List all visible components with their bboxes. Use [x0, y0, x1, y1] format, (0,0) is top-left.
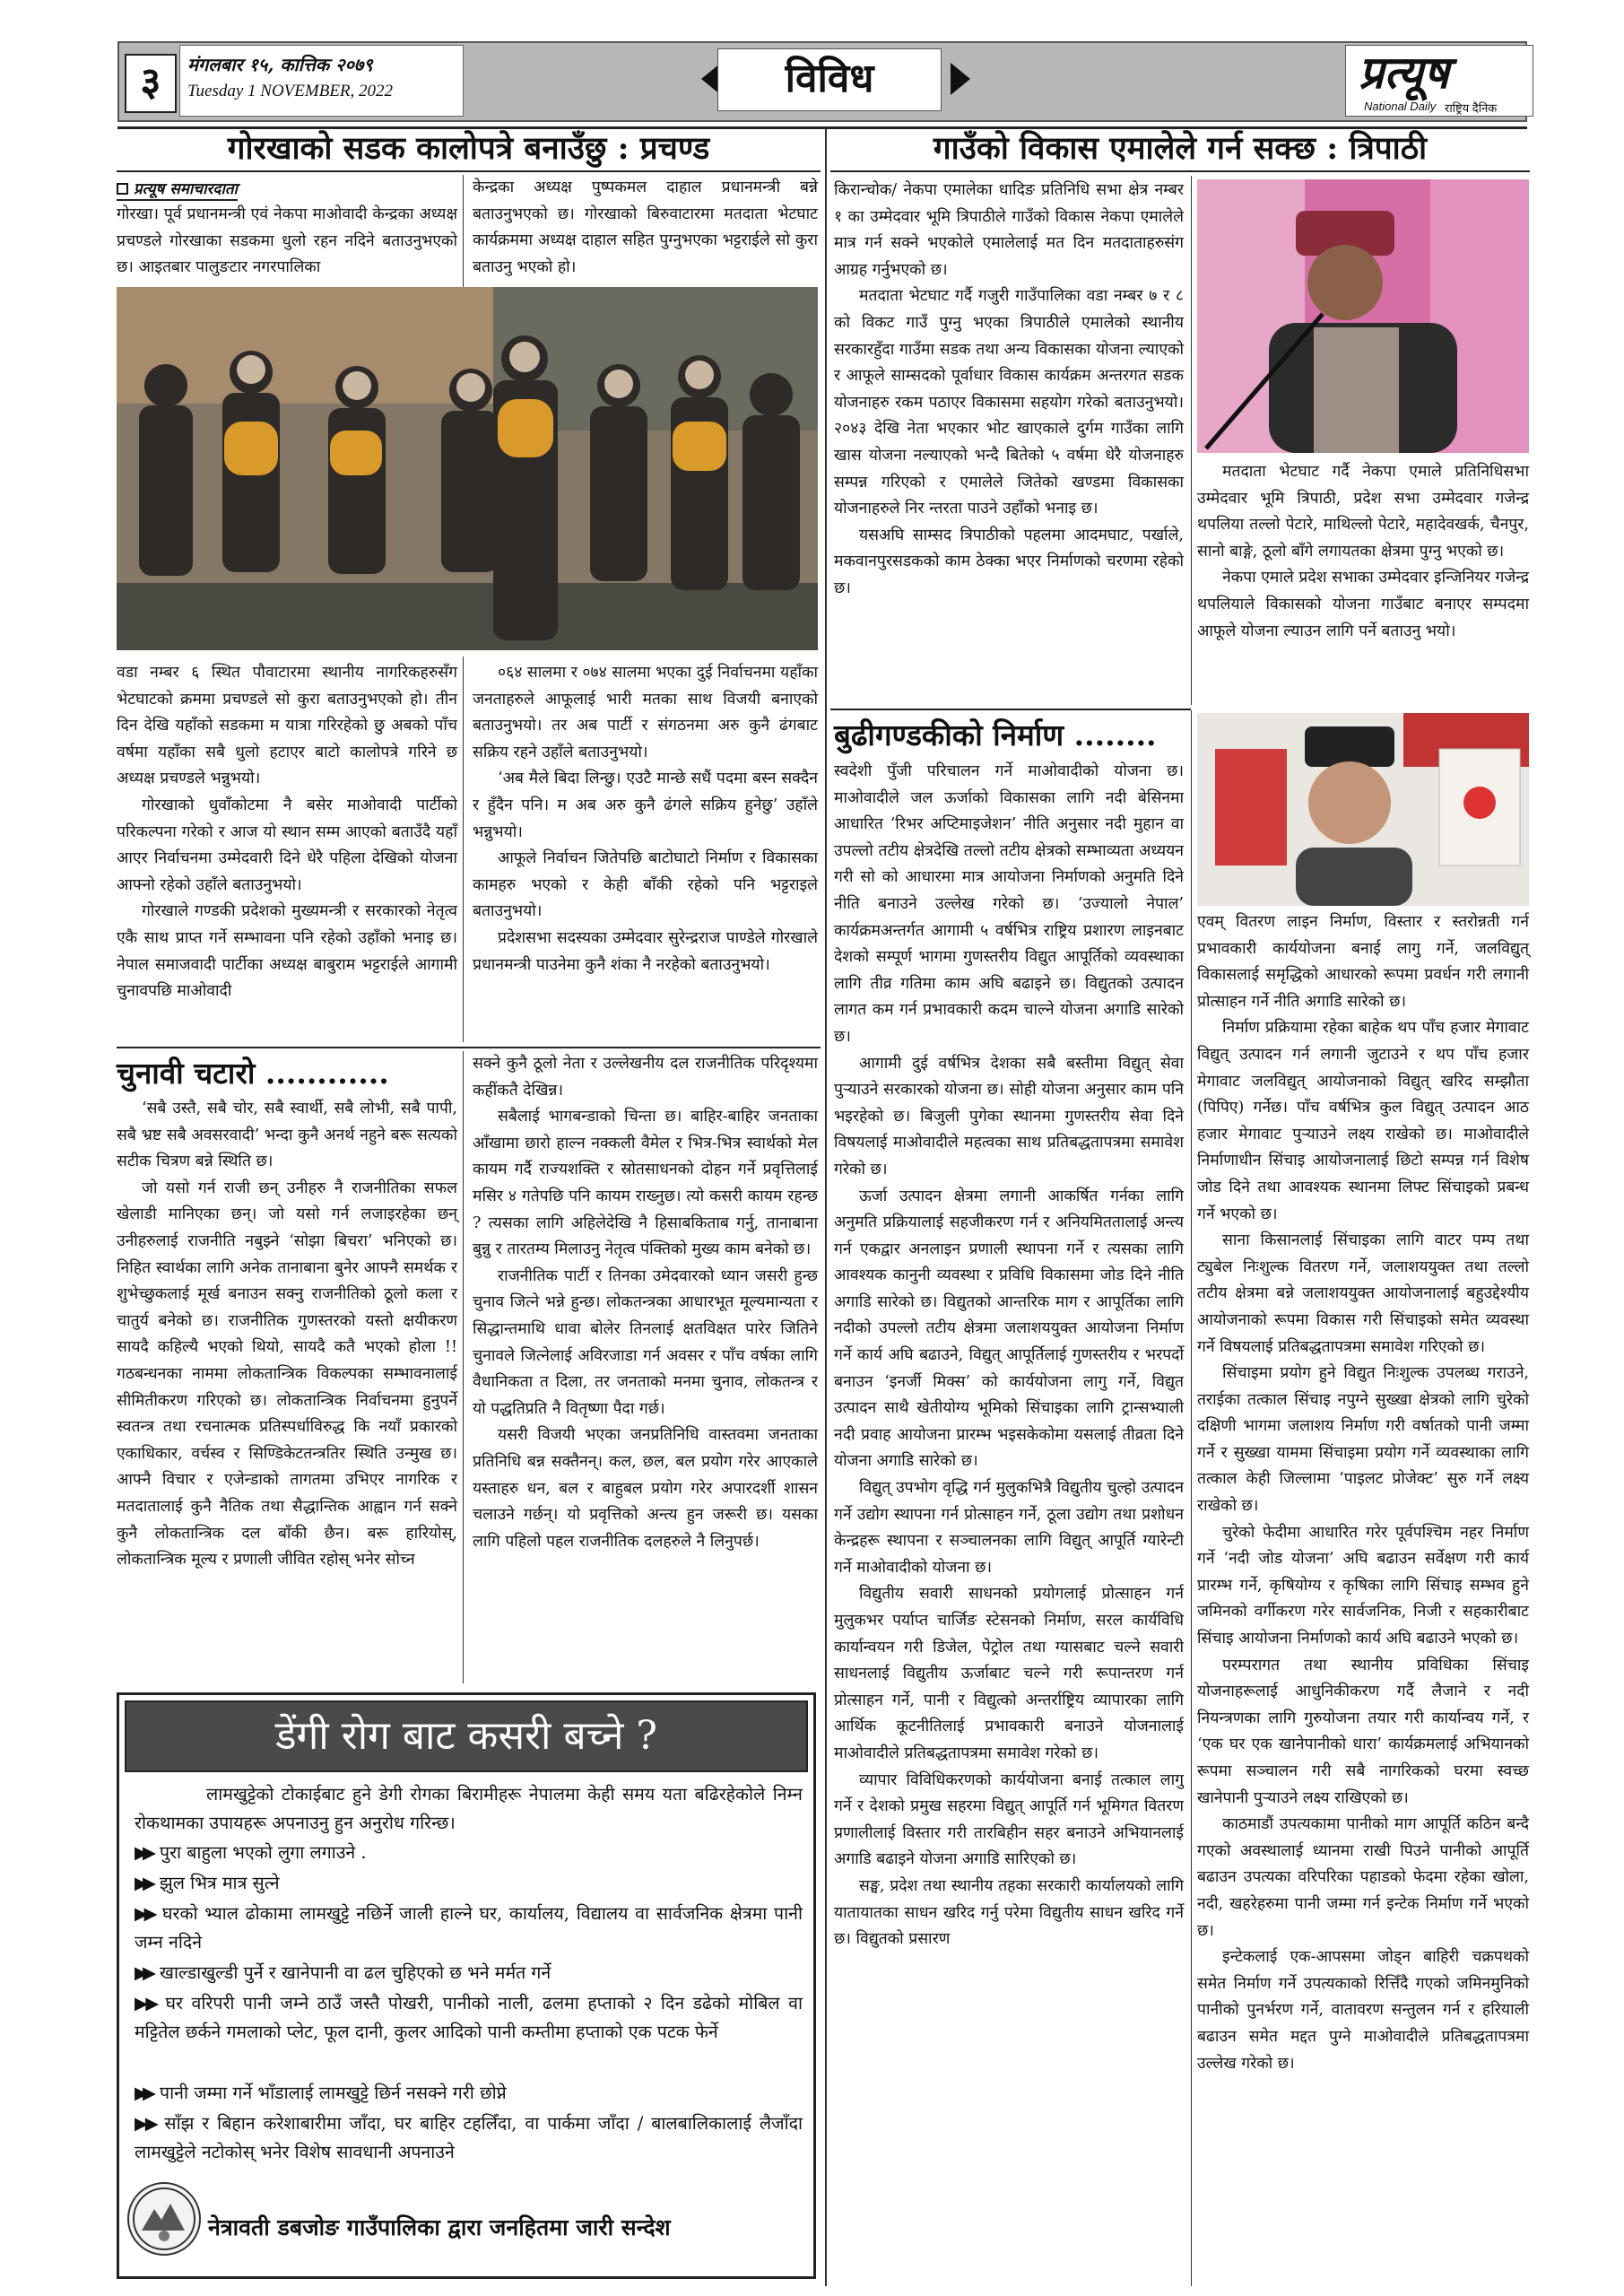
- dengue-title: डेंगी रोग बाट कसरी बच्ने ?: [275, 1713, 657, 1759]
- section-title: विविध: [717, 48, 942, 111]
- tip-text: घरको भ्याल ढोकामा लामखुट्टे नछिर्ने जाली हाल्ने घर, कार्यालय, विद्यालय वा सार्वजनिक क्षेत्रमा पानी जम्न नदिने: [135, 1903, 803, 1952]
- paragraph: किरान्चोक/ नेकपा एमालेका धादिङ प्रतिनिधि सभा क्षेत्र नम्बर १ का उम्मेदवार भूमि त्रिपाठीले गाउँको विकास नेकपा एमालेले मात्र गर्न सक्ने भएकोले एमालेलाई मत दिन मतदाताहरुसंग आग्रह गर्नुभएको छ।: [834, 181, 1184, 279]
- article3-body: [834, 178, 1184, 603]
- dengue-footer-message: नेत्रावती डबजोङ गाउँपालिका द्वारा जनहितमा जारी सन्देश: [208, 2214, 671, 2240]
- article1-photo: [117, 287, 818, 650]
- arrow-right-icon: [951, 63, 970, 95]
- paragraph: ‘अब मैले बिदा लिन्छु। एउटै मान्छे सधैं पदमा बस्न सक्दैन र हुँदैन पनि। म अब अरु कुनै ढंगले सक्रिय हुनेछु’ उहाँले भन्नुभयो।: [473, 770, 818, 841]
- tip-text: खाल्डाखुल्डी पुर्ने र खानेपानी वा ढल चुहिएको छ भने मर्मत गर्ने: [160, 1962, 551, 1983]
- emblem-graphic: [129, 2184, 199, 2254]
- paragraph: केन्द्रका अध्यक्ष पुष्पकमल दाहाल प्रधानमन्त्री बन्ने बताउनुभएको छ। गोरखाको बिरुवाटारमा मतदाता भेटघाट कार्यक्रममा अध्यक्ष दाहाल सहित पुग्नुभएका भट्टराईले सो कुरा बताउनु भएको हो।: [473, 178, 818, 276]
- paragraph: विद्युतीय सवारी साधनको प्रयोगलाई प्रोत्साहन गर्न मुलुकभर पर्याप्त चार्जिङ स्टेसनको निर्माण, सरल कार्यविधि कार्यान्वयन गरी डिजेल, पेट्रोल तथा ग्यासबाट चल्ने सवारी साधनलाई विद्युतीय ऊर्जाबाट चल्ने गरी रूपान्तरण गर्न प्रोत्साहन गर्ने, पानी र विद्युत्को अन्तर्राष्ट्रिय व्यापारका लागि आर्थिक कूटनीतिलाई प्रभावकारी बनाउने योजनालाई माओवादीले प्रतिबद्धतापत्रमा समावेश गरेको छ।: [834, 1585, 1184, 1762]
- article4-col1: [834, 759, 1184, 1953]
- paragraph: काठमाडौं उपत्यकामा पानीको माग आपूर्ति कठिन बन्दै गएको अवस्थालाई ध्यानमा राखी पिउने पानीको आपूर्ति बढाउन उपत्यका वरिपरिका पहाडको फेदमा रहेका खोला, नदी, खहरेहरुमा पानी जम्मा गर्न इन्टेक निर्माण गर्ने भएको छ।: [1197, 1815, 1529, 1940]
- dengue-tip: [135, 1839, 803, 1867]
- paragraph: साना किसानलाई सिंचाइका लागि वाटर पम्प तथा ट्युबेल निःशुल्क वितरण गर्ने, जलाशययुक्त तथा तल्लो तटीय क्षेत्रमा बन्ने जलाशययुक्त आयोजनालाई बहुउद्देश्यीय आयोजनाको रूपमा विकास गरी सिंचाइको समेत व्यवस्था गर्ने विषयलाई प्रतिबद्धतापत्रमा समावेश गरिएको छ।: [1197, 1231, 1529, 1356]
- double-arrow-icon: ▶▶: [135, 1873, 151, 1893]
- rule: [117, 170, 821, 172]
- dengue-tip: [135, 1989, 803, 2047]
- tip-text: पानी जम्मा गर्ने भाँडालाई लामखुट्टे छिर्न नसक्ने गरी छोप्ने: [160, 2083, 507, 2103]
- dengue-tip: [135, 1959, 803, 1987]
- paragraph: गोरखाको धुवाँकोटमा नै बसेर माओवादी पार्टीको परिकल्पना गरेको र आज यो स्थान सम्म आएको बताउँदै यहाँ आएर निर्वाचनमा उम्मेदवारी दिने धेरै पहिला देखिको योजना आफ्नो रहेको उहाँले बताउनुभयो।: [117, 796, 457, 894]
- paragraph: सङ्घ, प्रदेश तथा स्थानीय तहका सरकारी कार्यालयको लागि यातायातका साधन खरिद गर्नु परेमा विद्युतीय साधन खरिद गर्ने छ। विद्युतको प्रसारण: [834, 1876, 1184, 1949]
- column-rule: [463, 657, 464, 1042]
- paragraph: आगामी दुई वर्षभित्र देशका सबै बस्तीमा विद्युत् सेवा पुऱ्याउने सरकारको योजना छ। सोही योजना अनुसार काम पनि भइरहेको छ। बिजुली पुगेका स्थानमा गुणस्तरीय सेवा दिने विषयलाई माओवादीले महत्वका साथ प्रतिबद्धतापत्रमा समावेश गरेको छ।: [834, 1054, 1184, 1178]
- article2-col1: [117, 1096, 457, 1574]
- paragraph: चुरेको फेदीमा आधारित गरेर पूर्वपश्चिम नहर निर्माण गर्ने ‘नदी जोड योजना’ अघि बढाउन सर्वेक्षण गरी कार्य प्रारम्भ गर्ने, कृषियोग्य र कृषिका लागि सिंचाइ सम्भव हुने जमिनको वर्गीकरण गरेर सार्वजनिक, निजी र सहकारीबाट सिंचाइ आयोजना निर्माणको कार्य अघि बढाउने भएको छ।: [1197, 1523, 1529, 1648]
- column-rule: [1191, 176, 1192, 705]
- paragraph: मतदाता भेटघाट गर्दै नेकपा एमाले प्रतिनिधिसभा उम्मेदवार भूमि त्रिपाठी, प्रदेश सभा उम्मेदवार गजेन्द्र थपलिया तल्लो पेटारे, माथिल्लो पेटारे, महादेवखर्क, चैनपुर, सानो बाङ्गे, ठूलो बाँगे लगायतका क्षेत्रमा पुग्नु भएको छ।: [1197, 463, 1529, 561]
- paragraph: आफूले निर्वाचन जितेपछि बाटोघाटो निर्माण र विकासका कामहरु भएको र केही बाँकी रहेको पनि भट्टराइले बताउनुभयो।: [473, 849, 818, 921]
- page-number: ३: [125, 54, 177, 113]
- double-arrow-icon: ▶▶: [135, 2113, 156, 2134]
- logo-tagline-ne: राष्ट्रिय दैनिक: [1445, 101, 1498, 115]
- date-english: Tuesday 1 NOVEMBER, 2022: [187, 82, 394, 100]
- tip-text: पुरा बाहुला भएको लुगा लगाउने .: [160, 1842, 367, 1863]
- column-rule: [1191, 710, 1192, 2286]
- paragraph: जो यसो गर्न राजी छन् उनीहरु नै राजनीतिका सफल खेलाडी मानिएका छन्। जो यसो गर्न लजाइरहेका छन् उनीहरुलाई राजनीति नबुझ्ने ‘सोझा बिचरा’ भनिएको छ। निहित स्वार्थका लागि अनेक तानाबाना बुनेर आफ्नै समर्थक र शुभेच्छुकलाई मूर्ख बनाउन सक्नु राजनीतिको ठूलो कला र चातुर्य बनेको छ। राजनीतिक गुणस्तरको यस्तो क्षयीकरण सायदै कहिल्यै भएको थियो, सायदै कतै भएको होला !! गठबन्धनका नाममा लोकतान्त्रिक विकल्पका सम्भावनालाई सीमितीकरण गरिएको छ। लोकतान्त्रिक निर्वाचनमा हुनुपर्ने स्वतन्त्र तथा रचनात्मक प्रतिस्पर्धाविरुद्ध कि नयाँ प्रकारको एकाधिकार, वर्चस्व र सिण्डिकेटतन्त्रतिर स्थिति उन्मुख छ। आफ्नै विचार र एजेन्डाको तागतमा उभिएर नागरिक र मतदातालाई कुनै नैतिक तथा सैद्धान्तिक आह्वान गर्न सक्ने कुनै लोकतान्त्रिक दल बाँकी छैन। बरू हारियोस्, लोकतान्त्रिक मूल्य र प्रणाली जीवित रहोस् भनेर सोच्न: [117, 1178, 457, 1570]
- logo-name: प्रत्यूष: [1359, 46, 1449, 99]
- column-rule: [463, 175, 464, 287]
- paragraph: सबैलाई भागबन्डाको चिन्ता छ। बाहिर-बाहिर जनताका आँखामा छारो हाल्न नक्कली वैमेल र भित्र-भित्र स्वार्थको मेल कायम गर्दै राज्यशक्ति र स्रोतसाधनको दोहन गर्ने प्रवृत्तिलाई मसिर ४ गतेपछि पनि कायम राख्नुछ। त्यो कसरी कायम रहन्छ ? त्यसका लागि अहिलेदेखि नै हिसाबकिताब गर्नु, तानाबाना बुन्नु र तारतम्य मिलाउनु नेतृत्व पंक्तिको मुख्य काम बनेको छ।: [473, 1108, 818, 1259]
- date-nepali: मंगलबार १५, कात्तिक २०७९: [187, 54, 373, 75]
- dengue-tip: [135, 1869, 803, 1898]
- paragraph: ०६४ सालमा र ०७४ सालमा भएका दुई निर्वाचनमा यहाँका जनताहरुले आफूलाई भारी मतका साथ विजयी बनाएको बताउनुभयो। तर अब पार्टी र संगठनमा अरु कुनै ढंगबाट सक्रिय रहने उहाँले बताउनुभयो।: [473, 664, 818, 761]
- tip-text: घर वरिपरी पानी जम्ने ठाउँ जस्तै पोखरी, पानीको नाली, ढलमा हप्ताको २ दिन डढेको मोबिल वा मट्टितेल छर्कने गमलाको प्लेट, फूल दानी, कुलर आदिको पानी कम्तीमा हप्ताको एक पटक फेर्ने: [135, 1993, 803, 2042]
- article2-col2: [473, 1051, 818, 1555]
- paragraph: यसरी विजयी भएका जनप्रतिनिधि वास्तवमा जनताका प्रतिनिधि बन्न सक्तैनन्। कल, छल, बल प्रयोग गरेर आएकाले यस्ताहरु धन, बल र बाहुबल प्रयोग गरेर अपारदर्शी शासन चलाउने गर्छन्। यो प्रवृत्तिको अन्त्य हुन जरूरी छ। यसका लागि पहिलो पहल राजनीतिक दलहरुले नै लिनुपर्छ।: [473, 1426, 818, 1551]
- paragraph: एवम् वितरण लाइन निर्माण, विस्तार र स्तरोन्नती गर्न प्रभावकारी कार्ययोजना बनाई लागु गर्ने, जलविद्युत् विकासलाई समृद्धिको आधारको रूपमा प्रवर्धन गरी लगानी प्रोत्साहन गर्ने नीति अगाडि सारेको छ।: [1197, 913, 1529, 1011]
- dengue-tip: [135, 2079, 803, 2108]
- paragraph: मतदाता भेटघाट गर्दै गजुरी गाउँपालिका वडा नम्बर ७ र ८ को विकट गाउँ पुग्नु भएका त्रिपाठीले एमालेको स्थानीय सरकारहुँदा गाउँमा सडक तथा अन्य विकासका योजना ल्याएको र आफूले साम्सदको पूर्वाधार विकास कार्यक्रम अन्तरगत सडक योजनाहरु रकम पठाएर विकासमा सहयोग गरेको बताउनुभयो। २०४३ देखि नेता भएकार भोट खाएकाले दुर्गम गाउँका लागि खास योजना नल्याएको भन्दै बितेको ५ वर्षमा धेरै योजनाहरु सम्पन्न गरिएको र एमालेले जितेको खण्डमा विकासका योजनाहरुले निर न्तरता पाउने उहाँको भनाइ छ।: [834, 287, 1184, 518]
- paragraph: गोरखाले गण्डकी प्रदेशको मुख्यमन्त्री र सरकारको नेतृत्व एकै साथ प्राप्त गर्ने सम्भावना पनि रहेको उहाँको भनाइ छ। नेपाल समाजवादी पार्टीका अध्यक्ष बाबुराम भट्टराईले आगामी चुनावपछि माओवादी: [117, 902, 457, 1001]
- column-divider: [825, 129, 827, 2286]
- crowd-photo-illustration: [117, 287, 818, 650]
- paragraph: व्यापार विविधिकरणको कार्ययोजना बनाई तत्काल लागु गर्ने र देशको प्रमुख सहरमा विद्युत् आपूर्ति गर्न भूमिगत वितरण प्रणालीलाई विस्तार गरी तारबिहीन सहर बनाउने अभियानलाई अगाडि बढाइने योजना अगाडि सारिएको छ।: [834, 1770, 1184, 1869]
- article1-headline: गोरखाको सडक कालोपत्रे बनाउँछु : प्रचण्ड: [227, 130, 710, 167]
- double-arrow-icon: ▶▶: [135, 1993, 157, 2013]
- paragraph: ‘सबै उस्तै, सबै चोर, सबै स्वार्थी, सबै लोभी, सबै पापी, सबै भ्रष्ट सबै अवसरवादी’ भन्दा कुनै अनर्थ नहुने बरू सत्यको सटीक चित्रण बन्ने स्थिति छ।: [117, 1100, 457, 1171]
- article4-col2: [1197, 909, 1529, 2077]
- date-box: [179, 45, 464, 117]
- dengue-tip: [135, 1900, 803, 1957]
- article3-headline: गाउँको विकास एमालेले गर्न सक्छ : त्रिपाठी: [933, 130, 1428, 167]
- paragraph: सक्ने कुनै ठूलो नेता र उल्लेखनीय दल राजनीतिक परिदृश्यमा कहींकतै देखिन्न।: [473, 1055, 818, 1100]
- paragraph: सिंचाइमा प्रयोग हुने विद्युत निःशुल्क उपलब्ध गराउने, तराईका तत्काल सिंचाइ नपुग्ने सुख्खा क्षेत्रको लागि चुरेको दक्षिणी भागमा जलाशय निर्माण गरी वर्षातको पानी जम्मा गर्ने र सुख्खा याममा सिंचाइमा प्रयोग गर्ने व्यवस्थाका लागि तत्काल केही जिल्लामा ‘पाइलट प्रोजेक्ट’ सुरु गर्ने लक्ष्य राखेको छ।: [1197, 1364, 1529, 1516]
- dengue-tip: [135, 2109, 803, 2167]
- byline-text: प्रत्यूष समाचारदाता: [134, 180, 238, 198]
- article1-col1-top: [117, 202, 457, 282]
- paragraph: गोरखा। पूर्व प्रधानमन्त्री एवं नेकपा माओवादी केन्द्रका अध्यक्ष प्रचण्डले गोरखाका सडकमा धुलो रहन नदिने बताउनुभएको छ। आइतबार पालुङटार नगरपालिका: [117, 205, 457, 277]
- article1-col2: [473, 660, 818, 978]
- double-arrow-icon: ▶▶: [135, 1962, 151, 1983]
- municipality-emblem-icon: [127, 2182, 201, 2256]
- article1-col2-top: [473, 175, 818, 281]
- paragraph: यसअघि साम्सद त्रिपाठीको पहलमा आदमघाट, पर्खाले, मकवानपुरसडकको काम ठेक्का भएर निर्माणको चरणमा रहेको छ।: [834, 526, 1184, 597]
- paragraph: प्रदेशसभा सदस्यका उम्मेदवार सुरेन्द्रराज पाण्डेले गोरखाले प्रधानमन्त्री पाउनेमा कुनै शंका नै नरहेको बताउनुभयो।: [473, 928, 818, 974]
- leader-photo-illustration: [1197, 713, 1529, 906]
- paragraph: निर्माण प्रक्रियामा रहेका बाहेक थप पाँच हजार मेगावाट विद्युत् उत्पादन गर्न लगानी जुटाउने र थप पाँच हजार मेगावाट जलविद्युत् आयोजनाको विद्युत् खरिद सम्झौता (पिपिए) गर्नेछ। पाँच वर्षभित्र कुल विद्युत् उत्पादन आठ हजार मेगावाट पुऱ्याउने लक्ष्य राखेको छ। माओवादीले निर्माणाधीन सिंचाइ आयोजनालाई छिटो सम्पन्न गर्न विशेष जोड दिने तथा आवश्यक स्थानमा लिफ्ट सिंचाइको प्रबन्ध गर्ने भएको छ।: [1197, 1019, 1529, 1223]
- article3-photo: [1197, 179, 1529, 453]
- rule: [830, 709, 1191, 710]
- column-rule: [463, 1051, 464, 1683]
- byline-square-icon: [117, 183, 128, 195]
- paragraph: राजनीतिक पार्टी र तिनका उमेदवारको ध्यान जसरी हुन्छ चुनाव जित्ने भन्ने हुन्छ। लोकतन्त्रका आधारभूत मूल्यमान्यता र सिद्धान्तमाथि धावा बोलेर तिनलाई क्षतविक्षत पारेर जितिने चुनावले जित्नेलाई अविरजाडा गर्न अवसर र पाँच वर्षका लागि वैधानिकता त दिला, तर जनताको मनमा चुनाव, लोकतन्त्र र यो पद्धतिप्रति नै वितृष्णा पैदा गर्छ।: [473, 1266, 818, 1418]
- double-arrow-icon: ▶▶: [135, 1903, 154, 1924]
- double-arrow-icon: ▶▶: [135, 2083, 151, 2103]
- tip-text: झुल भित्र मात्र सुत्ने: [160, 1873, 280, 1893]
- tip-text: साँझ र बिहान करेशाबारीमा जाँदा, घर बाहिर टहलिँदा, वा पार्कमा जाँदा / बालबालिकालाई लैजाँदा लामखुट्टेले नटोकोस् भनेर विशेष सावधानी अपनाउने: [135, 2113, 803, 2162]
- paragraph: परम्परागत तथा स्थानीय प्रविधिका सिंचाइ योजनाहरूलाई आधुनिकीकरण गर्दै लैजाने र नदी नियन्त्रणका लागि गुरुयोजना तयार गरी कार्यान्वय गर्ने, र ‘एक घर एक खानेपानीको धारा’ कार्यक्रमलाई अभियानको रूपमा सञ्चालन गरी सबै नागरिकको घरमा स्वच्छ खानेपानी पुऱ्याउने लक्ष्य राखिएको छ।: [1197, 1656, 1529, 1807]
- newspaper-logo: [1345, 45, 1533, 117]
- logo-tagline-en: National Daily: [1364, 100, 1437, 113]
- paragraph: विद्युत् उपभोग वृद्धि गर्न मुलुकभित्रै विद्युतीय चुल्हो उत्पादन गर्ने उद्योग स्थापना गर्न प्रोत्साहन गर्ने, ठूला उद्योग तथा प्रशोधन केन्द्रहरू स्थापना र सञ्चालनका लागि विद्युत् आपूर्ति ग्यारेन्टी गर्ने माओवादीको योजना छ।: [834, 1479, 1184, 1577]
- article1-col1: [117, 660, 457, 1005]
- speaker-photo-illustration: [1197, 179, 1529, 453]
- article1-byline: [117, 178, 238, 201]
- double-arrow-icon: ▶▶: [135, 1842, 151, 1863]
- dengue-intro: लामखुट्टेको टोकाईबाट हुने डेगी रोगका बिरामीहरू नेपालमा केही समय यता बढिरहेकोले निम्न रोकथामका उपायहरू अपनाउनु हुन अनुरोध गरिन्छ।: [135, 1784, 803, 1833]
- paragraph: स्वदेशी पुँजी परिचालन गर्ने माओवादीको योजना छ। माओवादीले जल ऊर्जाको विकासका लागि नदी बेसिनमा आधारित ‘रिभर अप्टिमाइजेशन’ नीति अनुसार नदी मुहान वा उपल्लो तटीय क्षेत्रदेखि तल्लो तटीय क्षेत्रको सम्भाव्यता अध्ययन गरी सो को आधारमा मात्र आयोजना निर्माणको अनुमति दिने नीति बनाउने उल्लेख गरेको छ। ‘उज्यालो नेपाल’ कार्यक्रमअन्तर्गत आगामी ५ वर्षभित्र राष्ट्रिय प्रशारण लाइनबाट देशको सम्पूर्ण भागमा गुणस्तरीय विद्युत आपूर्तिको व्यवस्थाका लागि तीव्र गतिमा काम अघि बढाइने छ। विद्युतको उत्पादन लागत कम गर्न प्रभावकारी कदम चाल्ने योजना अगाडि सारेको छ।: [834, 762, 1184, 1046]
- paragraph: इन्टेकलाई एक-आपसमा जोड्न बाहिरी चक्रपथको समेत निर्माण गर्ने उपत्यकाको रित्तिँदै गएको जमिनमुनिको पानीको पुनर्भरण गर्ने, वातावरण सन्तुलन गर्न र हरियाली बढाउन समेत मद्दत पुग्ने माओवादीले प्रतिबद्धतापत्रमा उल्लेख गरेको छ।: [1197, 1948, 1529, 2073]
- article4-photo: [1197, 713, 1529, 906]
- article2-headline: चुनावी चटारो ............: [117, 1056, 389, 1091]
- rule: [117, 1047, 821, 1048]
- paragraph: ऊर्जा उत्पादन क्षेत्रमा लगानी आकर्षित गर्नका लागि अनुमति प्रक्रियालाई सहजीकरण गर्न र अनियमिततालाई अन्त्य गर्न एकद्वार अनलाइन प्रणाली स्थापना गर्ने र त्यसका लागि आवश्यक कानुनी व्यवस्था र प्रविधि विकासमा जोड दिने नीति अगाडि सारेको छ। विद्युतको आन्तरिक माग र आपूर्तिका लागि नदीको उपल्लो तटीय क्षेत्रमा जलाशययुक्त आयोजना निर्माण गर्ने कार्य अघि बढाउने, विद्युत् आपूर्तिलाई गुणस्तरीय र भरपर्दो बनाउन ‘इनर्जी मिक्स’ को कार्ययोजना लागु गर्ने, विद्युत उत्पादन साथै खेतीयोग्य भूमिको सिंचाइका लागि ट्रान्सभ्याली नदी प्रवाह आयोजना प्रारम्भ भइसकेकोमा यसलाई तीव्रता दिने योजना अगाडि सारेको छ।: [834, 1187, 1184, 1471]
- article3-caption: [1197, 459, 1529, 645]
- paragraph: नेकपा एमाले प्रदेश सभाका उम्मेदवार इन्जिनियर गजेन्द्र थपलियाले विकासको योजना गाउँबाट बनाएर सम्पदमा आफूले योजना ल्याउन लागि पर्ने बताउनु भयो।: [1197, 569, 1529, 640]
- paragraph: वडा नम्बर ६ स्थित पौवाटारमा स्थानीय नागरिकहरुसँग भेटघाटको क्रममा प्रचण्डले सो कुरा बताउनुभएको हो। तीन दिन देखि यहाँको सडकमा म यात्रा गरिरहेको छु अबको पाँच वर्षमा यहाँका सबै धुलो हटाएर बाटो कालोपत्रे गरिने छ अध्यक्ष प्रचण्डले भन्नुभयो।: [117, 664, 457, 788]
- article4-headline: बुढीगण्डकीको निर्माण ........: [834, 718, 1157, 752]
- rule: [830, 170, 1530, 172]
